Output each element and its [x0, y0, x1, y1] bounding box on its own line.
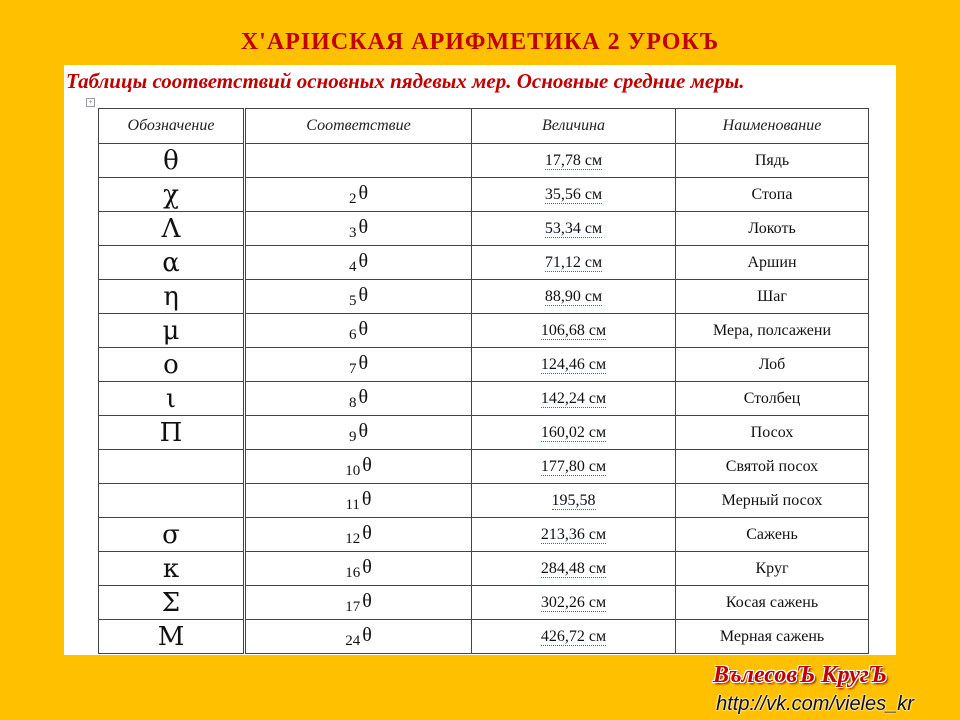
measure-symbol: σ: [162, 519, 180, 550]
name-cell: Пядь: [676, 144, 869, 178]
correspondence-cell: [245, 382, 472, 416]
multiplier: 24: [345, 632, 361, 649]
value-cell: [472, 280, 676, 314]
name-cell: Мера, полсажени: [676, 314, 869, 348]
value-cell: [472, 518, 676, 552]
designation-cell: [99, 212, 245, 246]
name-cell: Косая сажень: [676, 586, 869, 620]
correspondence-cell: [245, 484, 472, 518]
measure-value: 142,24 см: [540, 389, 607, 407]
measure-symbol: χ: [163, 179, 179, 210]
correspondence-cell: [245, 212, 472, 246]
table-row: [99, 518, 869, 552]
designation-cell: [99, 518, 245, 552]
correspondence-cell: [245, 552, 472, 586]
name-cell: Аршин: [676, 246, 869, 280]
table-row: [99, 484, 869, 518]
name-cell: Столбец: [676, 382, 869, 416]
measure-value: 53,34 см: [544, 219, 603, 237]
designation-cell: [99, 552, 245, 586]
multiplier: 9: [348, 428, 357, 445]
value-cell: [472, 450, 676, 484]
table-row: [99, 212, 869, 246]
table-row: [99, 552, 869, 586]
measure-value: 195,58: [551, 491, 596, 509]
multiplier: 16: [345, 564, 361, 581]
unit-symbol: θ: [362, 623, 372, 646]
unit-symbol: θ: [362, 589, 372, 612]
designation-cell: [99, 484, 245, 518]
name-cell: Святой посох: [676, 450, 869, 484]
designation-cell: [99, 586, 245, 620]
document-heading: Таблицы соответствий основных пядевых мер. Основные средние меры.: [66, 69, 745, 93]
table-move-handle-icon[interactable]: +: [86, 98, 95, 107]
multiplier: 2: [348, 190, 357, 207]
value-cell: [472, 416, 676, 450]
measure-value: 17,78 см: [544, 151, 603, 169]
measure-symbol: ι: [165, 383, 177, 414]
unit-symbol: θ: [362, 453, 372, 476]
name-cell: Шаг: [676, 280, 869, 314]
multiplier: 7: [348, 360, 357, 377]
value-cell: [472, 144, 676, 178]
unit-symbol: θ: [358, 181, 369, 204]
table-row: [99, 314, 869, 348]
table-row: [99, 620, 869, 654]
correspondence-cell: [245, 518, 472, 552]
measure-symbol: μ: [162, 315, 180, 346]
multiplier: 8: [348, 394, 357, 411]
unit-symbol: θ: [358, 419, 369, 442]
header-name: Наименование: [676, 109, 869, 144]
value-cell: [472, 246, 676, 280]
name-cell: Круг: [676, 552, 869, 586]
multiplier: 10: [345, 462, 361, 479]
correspondence-cell: [245, 348, 472, 382]
table-header-row: [99, 109, 869, 144]
measures-table: [98, 108, 869, 654]
measure-symbol: Μ: [157, 621, 185, 652]
correspondence-cell: [245, 144, 472, 178]
designation-cell: [99, 178, 245, 212]
unit-symbol: θ: [358, 215, 369, 238]
value-cell: [472, 178, 676, 212]
designation-cell: [99, 620, 245, 654]
multiplier: 17: [345, 598, 361, 615]
unit-symbol: θ: [358, 283, 369, 306]
designation-cell: [99, 280, 245, 314]
header-value: Величина: [472, 109, 676, 144]
table-row: [99, 450, 869, 484]
name-cell: Мерная сажень: [676, 620, 869, 654]
unit-symbol: θ: [362, 521, 372, 544]
name-cell: Мерный посох: [676, 484, 869, 518]
designation-cell: [99, 314, 245, 348]
correspondence-cell: [245, 450, 472, 484]
value-cell: [472, 348, 676, 382]
correspondence-cell: [245, 314, 472, 348]
multiplier: 11: [345, 496, 360, 513]
unit-symbol: θ: [358, 351, 369, 374]
value-cell: [472, 484, 676, 518]
measure-symbol: κ: [162, 553, 180, 584]
correspondence-cell: [245, 246, 472, 280]
table-row: [99, 382, 869, 416]
value-cell: [472, 382, 676, 416]
measure-value: 88,90 см: [544, 287, 603, 305]
multiplier: 6: [348, 326, 357, 343]
table-row: [99, 280, 869, 314]
correspondence-cell: [245, 178, 472, 212]
measure-symbol: Π: [159, 417, 183, 448]
measure-symbol: Λ: [161, 213, 181, 244]
table-row: [99, 246, 869, 280]
measure-symbol: θ: [163, 145, 179, 176]
measure-value: 35,56 см: [544, 185, 603, 203]
designation-cell: [99, 416, 245, 450]
multiplier: 12: [345, 530, 361, 547]
value-cell: [472, 314, 676, 348]
value-cell: [472, 586, 676, 620]
table-row: [99, 144, 869, 178]
name-cell: Стопа: [676, 178, 869, 212]
multiplier: 4: [348, 258, 357, 275]
measure-symbol: α: [162, 247, 180, 278]
table-row: [99, 586, 869, 620]
measure-value: 177,80 см: [540, 457, 607, 475]
measure-value: 302,26 см: [540, 593, 607, 611]
footer-url-link[interactable]: http://vk.com/vieles_kr: [716, 693, 914, 715]
measure-symbol: ο: [163, 349, 179, 380]
header-correspondence: Соответствие: [245, 109, 472, 144]
multiplier: 3: [348, 224, 357, 241]
unit-symbol: θ: [358, 317, 369, 340]
measure-value: 160,02 см: [540, 423, 607, 441]
unit-symbol: θ: [358, 249, 369, 272]
unit-symbol: θ: [358, 385, 369, 408]
measure-value: 124,46 см: [540, 355, 607, 373]
measure-value: 284,48 см: [540, 559, 607, 577]
designation-cell: [99, 450, 245, 484]
designation-cell: [99, 144, 245, 178]
unit-symbol: θ: [362, 555, 372, 578]
measure-value: 106,68 см: [540, 321, 607, 339]
name-cell: Локоть: [676, 212, 869, 246]
name-cell: Сажень: [676, 518, 869, 552]
slide-title: Х'АРIИСКАЯ АРИФМЕТИКА 2 УРОКЪ: [240, 29, 720, 55]
brand-logo-text: ВълесовЪ КругЪ: [712, 662, 888, 688]
unit-symbol: θ: [361, 487, 372, 510]
measure-value: 71,12 см: [544, 253, 603, 271]
designation-cell: [99, 348, 245, 382]
measure-value: 213,36 см: [540, 525, 607, 543]
multiplier: 5: [348, 292, 357, 309]
value-cell: [472, 552, 676, 586]
header-designation: Обозначение: [99, 109, 245, 144]
measure-symbol: Σ: [161, 587, 181, 618]
correspondence-cell: [245, 586, 472, 620]
name-cell: Посох: [676, 416, 869, 450]
correspondence-cell: [245, 280, 472, 314]
value-cell: [472, 212, 676, 246]
measure-value: 426,72 см: [540, 627, 607, 645]
name-cell: Лоб: [676, 348, 869, 382]
designation-cell: [99, 382, 245, 416]
table-row: [99, 416, 869, 450]
table-row: [99, 178, 869, 212]
value-cell: [472, 620, 676, 654]
correspondence-cell: [245, 416, 472, 450]
correspondence-cell: [245, 620, 472, 654]
measure-symbol: η: [163, 281, 179, 312]
designation-cell: [99, 246, 245, 280]
document-sheet: [64, 65, 896, 655]
table-row: [99, 348, 869, 382]
